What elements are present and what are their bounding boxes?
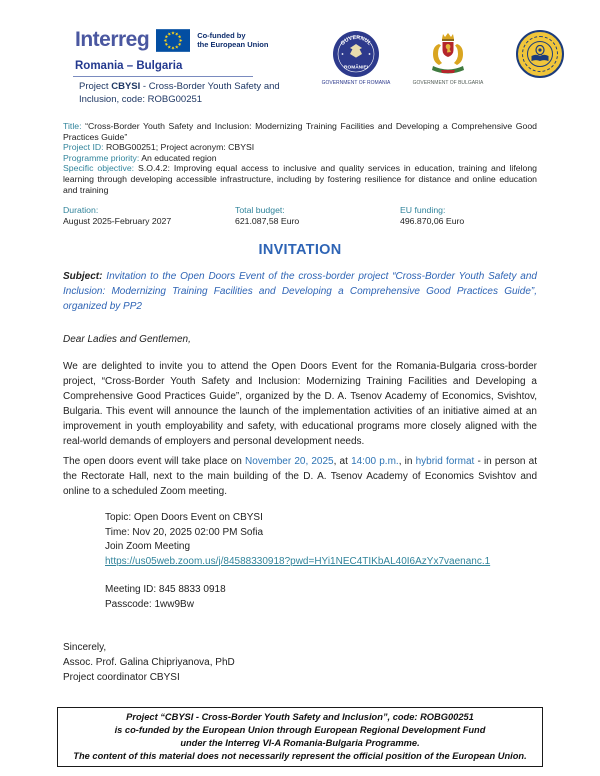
eu-funding-fact [400, 205, 537, 227]
programme-name: Romania – Bulgaria [75, 60, 183, 72]
event-date: November 20, 2025 [245, 456, 334, 468]
meeting-passcode: Passcode: 1ww9Bw [105, 598, 194, 610]
government-emblems [321, 30, 571, 86]
footer-line-3: under the Interreg VI-A Romania-Bulgaria Programme. [180, 738, 420, 748]
closing: Sincerely, [63, 642, 107, 654]
paragraph-1: We are delighted to invite you to attend the Open Doors Event for the Romania-Bulgaria cross-border project, “Cross-Border Youth Safety and Inclusion: Modernizing Training Facilities and Developing a Comprehensive Good Practices Guide”, organized by the D. A. Tsenov Academy of Economics, Svishtov, Bulgaria. This event will announce the launch of the implementation activities of an initiative aimed at an improvement in youth employability and safety, with educational programs more closely aligned with the real-world demands of employers and personal development needs. [63, 361, 537, 448]
zoom-meeting-link[interactable]: https://us05web.zoom.us/j/84588330918?pwd=HYi1NEC4TIKbAL40I6AzYx7vaenanc.1 [105, 555, 491, 567]
eu-cofunded-label: Co-funded by the European Union [197, 31, 269, 49]
signoff-block [63, 640, 537, 685]
interreg-brand-block [75, 28, 325, 106]
meeting-topic: Topic: Open Doors Event on CBYSI [105, 512, 263, 524]
project-code-line: Project CBYSI - Cross-Border Youth Safety and Inclusion, code: ROBG00251 [79, 81, 280, 105]
budget-label: Total budget: [235, 205, 285, 216]
specific-objective-line: Specific objective: S.O.4.2: Improving equal access to inclusive and quality services in education, training and lifelong learning through developing accessible infrastructure, including by fostering resilience for distance and online education and training [63, 163, 538, 195]
document-header [63, 28, 537, 106]
salutation: Dear Ladies and Gentlemen, [63, 334, 191, 346]
event-time: 14:00 p.m. [351, 456, 399, 468]
bulgaria-coat-of-arms-icon [427, 30, 469, 78]
eu-flag-icon [156, 29, 190, 52]
bulgaria-caption: GOVERNMENT OF BULGARIA [412, 80, 484, 86]
event-format: hybrid format [415, 456, 475, 468]
budget-value: 621.087,58 Euro [235, 216, 300, 227]
eu-funding-value: 496.870,06 Euro [400, 216, 465, 227]
header-divider [73, 76, 253, 77]
subject-line [63, 269, 537, 314]
tsenov-seal-icon [516, 30, 564, 78]
interreg-logo: Interreg [75, 28, 150, 51]
meeting-id: Meeting ID: 845 8833 0918 [105, 584, 226, 596]
tsenov-academy-emblem [509, 30, 571, 78]
project-facts [63, 205, 537, 227]
romania-seal-icon [332, 30, 380, 78]
footer-line-1: Project “CBYSI - Cross-Border Youth Safety and Inclusion”, code: ROBG00251 [126, 712, 474, 722]
budget-fact [235, 205, 400, 227]
government-of-romania-emblem [321, 30, 391, 86]
subject-label: Subject: [63, 271, 103, 283]
paragraph-2: The open doors event will take place on November 20, 2025, at 14:00 p.m., in hybrid format - in person at the Rectorate Hall, next to the main building of the D. A. Tsenov Academy of Economics Svishtov and online to a scheduled Zoom meeting. [63, 456, 537, 498]
svg-text:GUVERNUL: GUVERNUL [339, 34, 373, 47]
signatory-name: Assoc. Prof. Galina Chipriyanova, PhD [63, 657, 235, 669]
join-zoom-label: Join Zoom Meeting [105, 541, 191, 553]
footer-line-2: is co-funded by the European Union through European Regional Development Fund [114, 725, 486, 735]
svg-text:ROMÂNIEI: ROMÂNIEI [344, 65, 368, 71]
project-title-line: Title: “Cross-Border Youth Safety and Inclusion: Modernizing Training Facilities and Developing a Comprehensive Good Practices Guide” [63, 121, 537, 142]
government-of-bulgaria-emblem [412, 30, 484, 86]
meeting-time: Time: Nov 20, 2025 02:00 PM Sofia [105, 526, 264, 538]
subject-text: Invitation to the Open Doors Event of the cross-border project “Cross-Border Youth Safety and Inclusion: Modernizing Training Facilities and Developing a Comprehensive Good Practices Guide”, organized by PP2 [63, 271, 537, 313]
invitation-heading: INVITATION [258, 242, 342, 259]
zoom-meeting-details [105, 511, 537, 612]
footer-disclaimer-box [57, 707, 543, 767]
project-info [63, 121, 537, 195]
duration-fact [63, 205, 235, 227]
signatory-role: Project coordinator CBYSI [63, 672, 180, 684]
romania-caption: GOVERNMENT OF ROMANIA [321, 80, 391, 86]
duration-value: August 2025-February 2027 [63, 216, 172, 227]
programme-priority-line: Programme priority: An educated region [63, 152, 217, 163]
project-id-line: Project ID: ROBG00251; Project acronym: CBYSI [63, 142, 255, 153]
duration-label: Duration: [63, 205, 99, 216]
eu-funding-label: EU funding: [400, 205, 446, 216]
footer-line-4: The content of this material does not necessarily represent the official position of the European Union. [73, 751, 527, 761]
